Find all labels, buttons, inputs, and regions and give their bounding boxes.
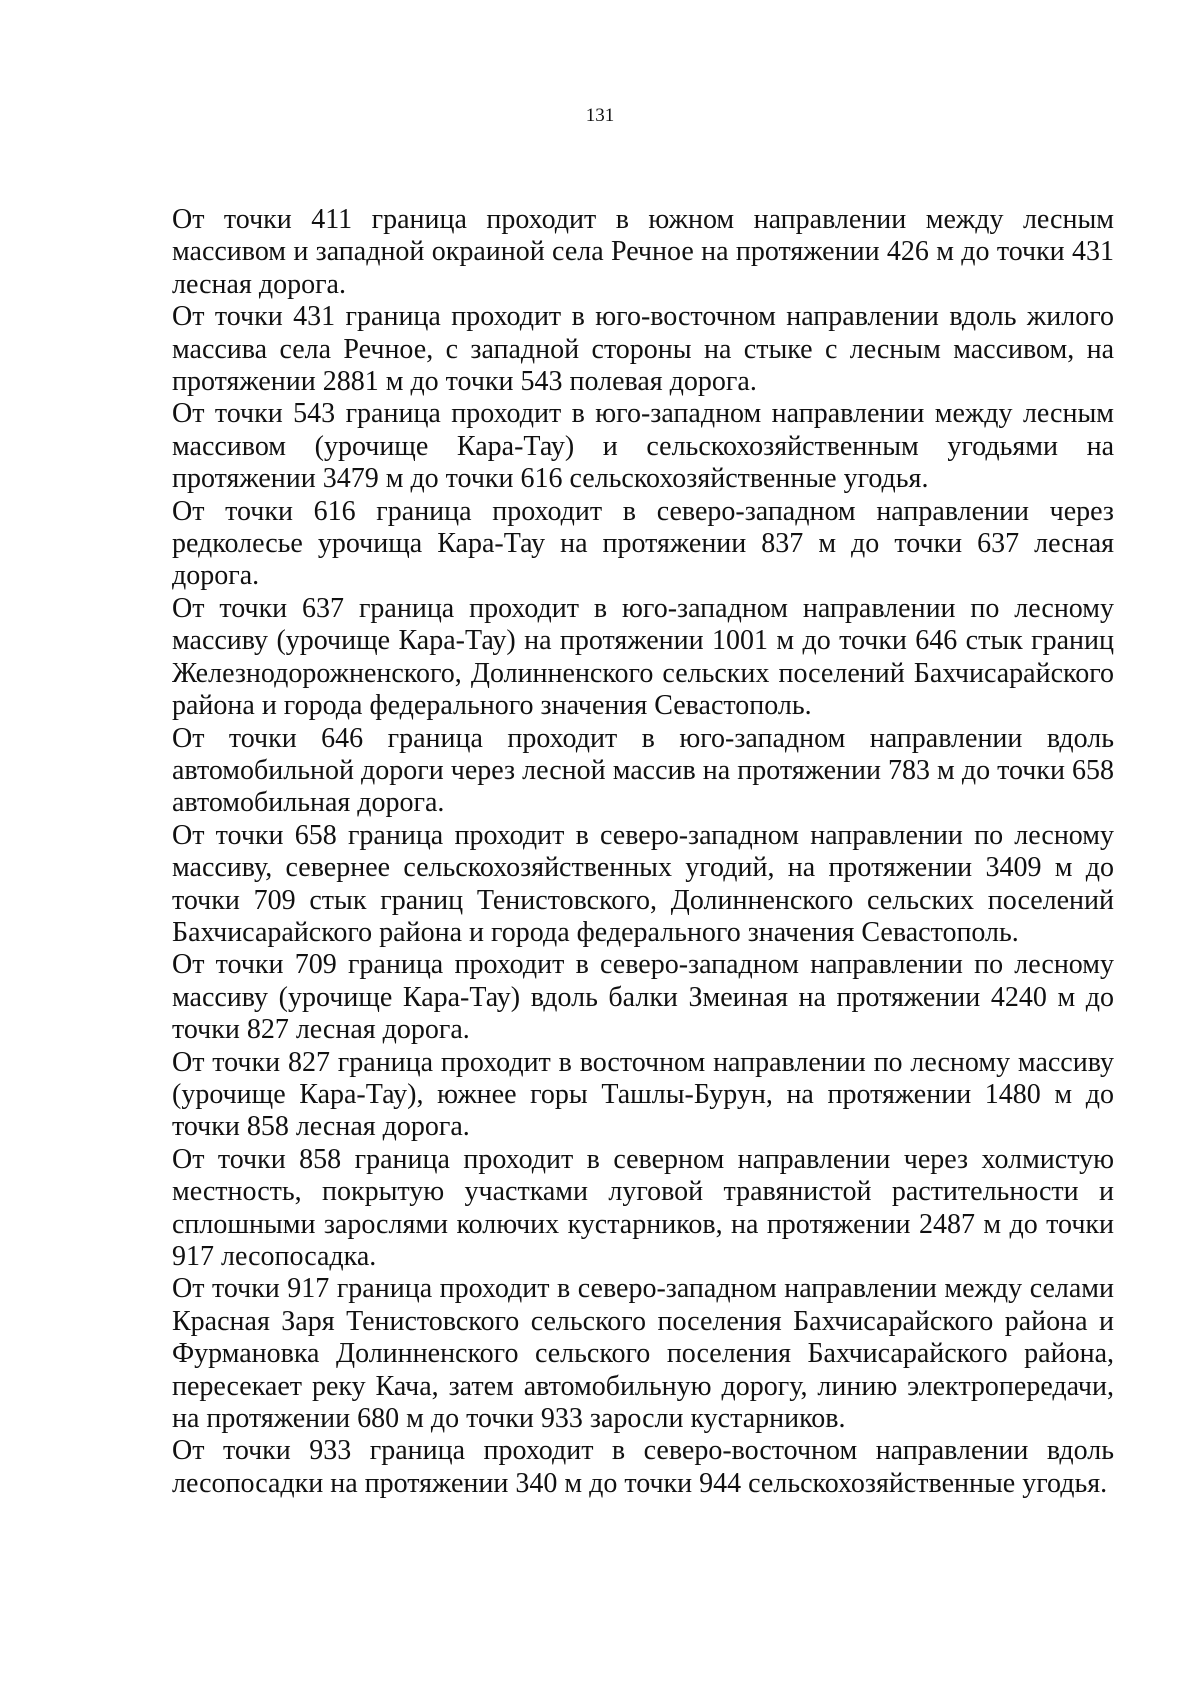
paragraph: От точки 658 граница проходит в северо-западном направлении по лесному массиву, севернее сельскохозяйственных угодий, на протяжении 3409 м до точки 709 стык границ Тенистовского, Долинненского сельских поселений Бахчисарайского района и города федерального значения Севастополь.	[172, 819, 1114, 948]
paragraph: От точки 709 граница проходит в северо-западном направлении по лесному массиву (урочище Кара-Тау) вдоль балки Змеиная на протяжении 4240 м до точки 827 лесная дорога.	[172, 949, 1114, 1046]
paragraph: От точки 431 граница проходит в юго-восточном направлении вдоль жилого массива села Речное, с западной стороны на стыке с лесным массивом, на протяжении 2881 м до точки 543 полевая дорога.	[172, 301, 1114, 398]
paragraph: От точки 411 граница проходит в южном направлении между лесным массивом и западной окраиной села Речное на протяжении 426 м до точки 431 лесная дорога.	[172, 204, 1114, 300]
paragraph: От точки 637 граница проходит в юго-западном направлении по лесному массиву (урочище Кара-Тау) на протяжении 1001 м до точки 646 стык границ Железнодорожненского, Долинненского сельских поселений Бахчисарайского района и города федерального значения Севастополь.	[172, 592, 1114, 722]
paragraph: От точки 616 граница проходит в северо-западном направлении через редколесье урочища Кара-Тау на протяжении 837 м до точки 637 лесная дорога.	[172, 495, 1114, 592]
paragraph: От точки 646 граница проходит в юго-западном направлении вдоль автомобильной дороги через лесной массив на протяжении 783 м до точки 658 автомобильная дорога.	[172, 722, 1114, 819]
document-body	[172, 204, 1114, 1500]
paragraph: От точки 933 граница проходит в северо-восточном направлении вдоль лесопосадки на протяжении 340 м до точки 944 сельскохозяйственные угодья.	[172, 1435, 1114, 1499]
paragraph: От точки 543 граница проходит в юго-западном направлении между лесным массивом (урочище Кара-Тау) и сельскохозяйственным угодьями на протяжении 3479 м до точки 616 сельскохозяйственные угодья.	[172, 398, 1114, 495]
paragraph: От точки 827 граница проходит в восточном направлении по лесному массиву (урочище Кара-Тау), южнее горы Ташлы-Бурун, на протяжении 1480 м до точки 858 лесная дорога.	[172, 1046, 1114, 1143]
page-number: 131	[585, 105, 615, 126]
paragraph: От точки 917 граница проходит в северо-западном направлении между селами Красная Заря Тенистовского сельского поселения Бахчисарайского района и Фурмановка Долинненского сельского поселения Бахчисарайского района, пересекает реку Кача, затем автомобильную дорогу, линию электропередачи, на протяжении 680 м до точки 933 заросли кустарников.	[172, 1273, 1114, 1435]
paragraph: От точки 858 граница проходит в северном направлении через холмистую местность, покрытую участками луговой травянистой растительности и сплошными зарослями колючих кустарников, на протяжении 2487 м до точки 917 лесопосадка.	[172, 1143, 1114, 1272]
